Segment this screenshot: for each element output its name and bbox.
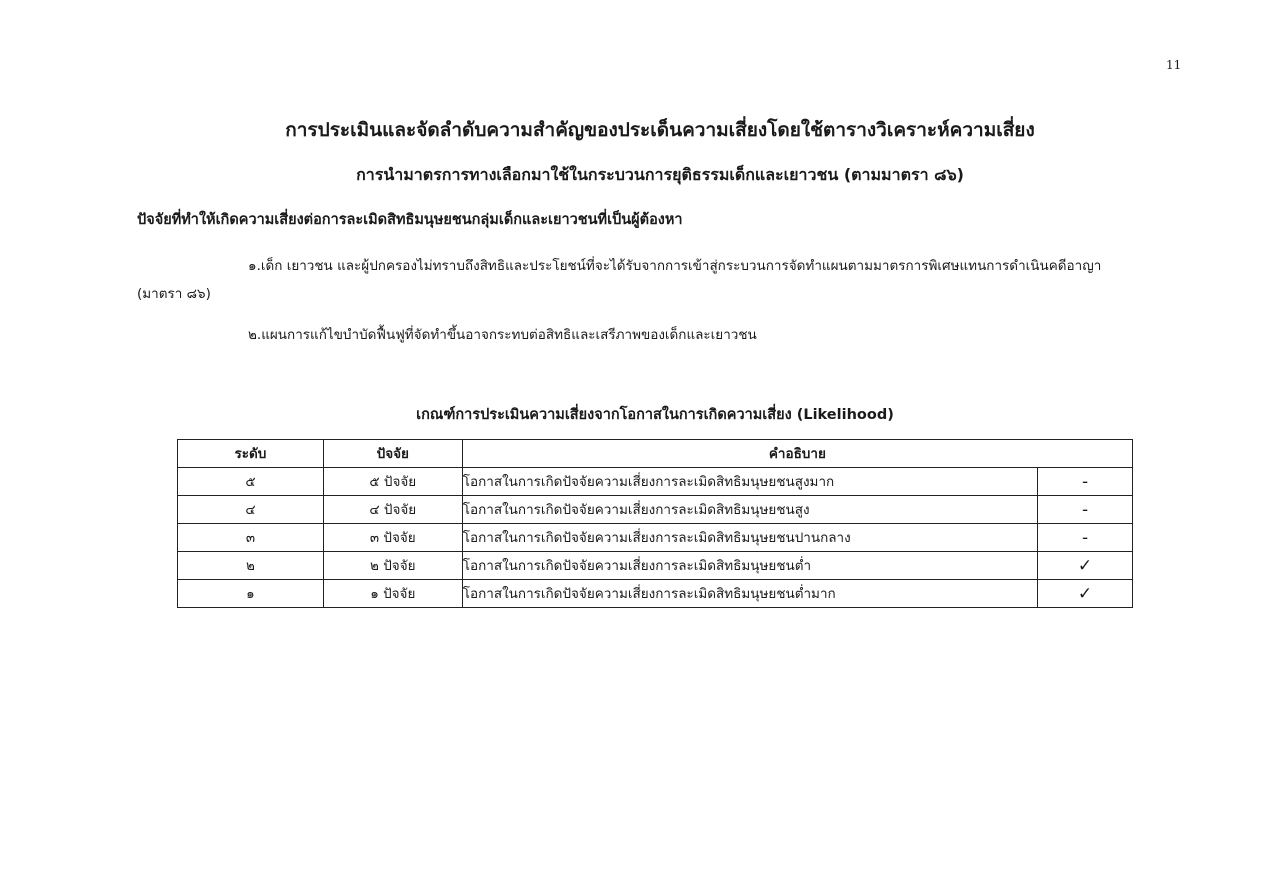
table-row — [178, 552, 1133, 580]
table-title: เกณฑ์การประเมินความเสี่ยงจากโอกาสในการเกิดความเสี่ยง (Likelihood) — [416, 407, 894, 423]
cell-mark: - — [1038, 468, 1133, 496]
cell-description: โอกาสในการเกิดปัจจัยความเสี่ยงการละเมิดสิทธิมนุษยชนต่ำ — [462, 552, 1037, 580]
cell-factor: ๓ ปัจจัย — [323, 524, 462, 552]
likelihood-criteria-table — [177, 439, 1133, 608]
table-row — [178, 580, 1133, 608]
cell-factor: ๕ ปัจจัย — [323, 468, 462, 496]
cell-level: ๔ — [178, 496, 324, 524]
table-row — [178, 468, 1133, 496]
check-mark-icon: ✓ — [1038, 580, 1133, 608]
cell-description: โอกาสในการเกิดปัจจัยความเสี่ยงการละเมิดสิทธิมนุษยชนต่ำมาก — [462, 580, 1037, 608]
cell-mark: - — [1038, 496, 1133, 524]
cell-factor: ๒ ปัจจัย — [323, 552, 462, 580]
table-row — [178, 524, 1133, 552]
cell-description: โอกาสในการเกิดปัจจัยความเสี่ยงการละเมิดสิทธิมนุษยชนสูงมาก — [462, 468, 1037, 496]
header-description: คำอธิบาย — [462, 440, 1132, 468]
cell-factor: ๑ ปัจจัย — [323, 580, 462, 608]
cell-mark: - — [1038, 524, 1133, 552]
cell-level: ๓ — [178, 524, 324, 552]
check-mark-icon: ✓ — [1038, 552, 1133, 580]
risk-factor-1-text: ๑.เด็ก เยาวชน และผู้ปกครองไม่ทราบถึงสิทธิและประโยชน์ที่จะได้รับจากการเข้าสู่กระบวนการจัดทำแผนตามมาตรการพิเศษแทนการดำเนินคดีอาญา — [248, 258, 1102, 274]
cell-level: ๕ — [178, 468, 324, 496]
cell-factor: ๔ ปัจจัย — [323, 496, 462, 524]
table-row — [178, 496, 1133, 524]
cell-level: ๑ — [178, 580, 324, 608]
cell-description: โอกาสในการเกิดปัจจัยความเสี่ยงการละเมิดสิทธิมนุษยชนปานกลาง — [462, 524, 1037, 552]
risk-factor-1-continuation: (มาตรา ๘๖) — [137, 286, 211, 302]
page-number: 11 — [1166, 58, 1182, 72]
cell-level: ๒ — [178, 552, 324, 580]
table-header-row — [178, 440, 1133, 468]
section-heading: ปัจจัยที่ทำให้เกิดความเสี่ยงต่อการละเมิดสิทธิมนุษยชนกลุ่มเด็กและเยาวชนที่เป็นผู้ต้องหา — [137, 212, 683, 228]
risk-factor-2-text: ๒.แผนการแก้ไขบำบัดฟื้นฟูที่จัดทำขึ้นอาจกระทบต่อสิทธิและเสรีภาพของเด็กและเยาวชน — [248, 327, 757, 343]
cell-description: โอกาสในการเกิดปัจจัยความเสี่ยงการละเมิดสิทธิมนุษยชนสูง — [462, 496, 1037, 524]
page-subtitle: การนำมาตรการทางเลือกมาใช้ในกระบวนการยุติธรรมเด็กและเยาวชน (ตามมาตรา ๘๖) — [356, 165, 964, 184]
page-title: การประเมินและจัดลำดับความสำคัญของประเด็นความเสี่ยงโดยใช้ตารางวิเคราะห์ความเสี่ยง — [285, 119, 1035, 141]
header-factor: ปัจจัย — [323, 440, 462, 468]
header-level: ระดับ — [178, 440, 324, 468]
